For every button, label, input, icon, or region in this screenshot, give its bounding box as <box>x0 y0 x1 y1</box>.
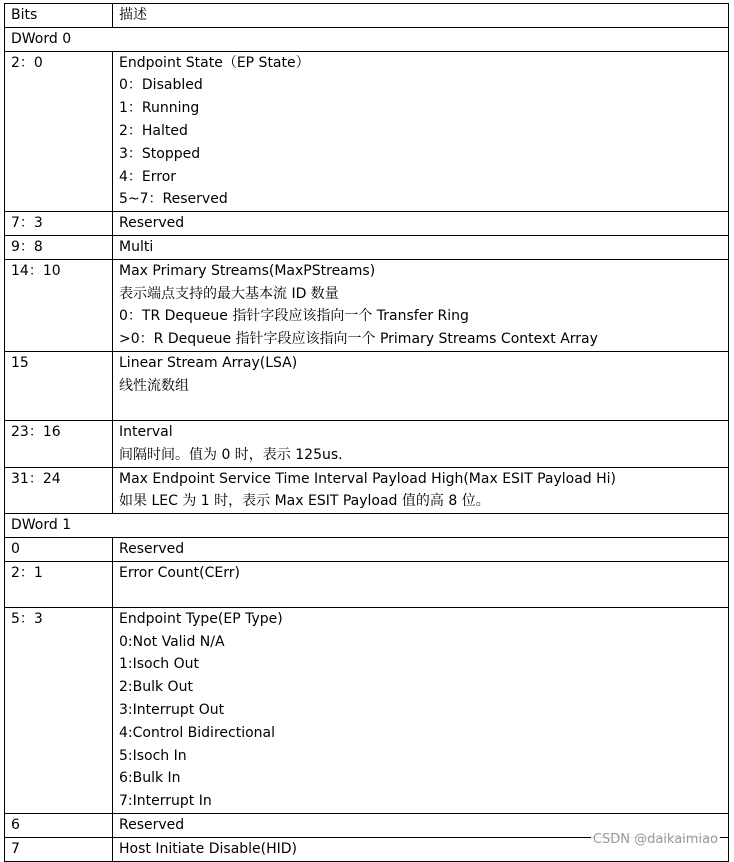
description-line: 表示端点支持的最大基本流 ID 数量 <box>119 285 339 302</box>
description-line: 0：Disabled <box>119 77 203 94</box>
description-line: Error Count(CErr) <box>119 564 240 581</box>
bits-cell: 2：0 <box>5 51 113 212</box>
table-body <box>5 4 729 862</box>
bits-cell: 31：24 <box>5 467 113 514</box>
description-cell <box>113 51 729 212</box>
description-line: 如果 LEC 为 1 时，表示 Max ESIT Payload 值的高 8 位。 <box>119 493 490 510</box>
description-cell <box>113 212 729 236</box>
bits-cell: 9：8 <box>5 235 113 259</box>
table-row <box>5 235 729 259</box>
description-line: 间隔时间。值为 0 时，表示 125us. <box>119 446 343 463</box>
table-row <box>5 212 729 236</box>
table-row <box>5 607 729 813</box>
endpoint-context-table <box>4 3 729 862</box>
description-line: 5~7：Reserved <box>119 191 228 208</box>
description-line: Reserved <box>119 540 185 557</box>
description-line: 7:Interrupt In <box>119 793 212 810</box>
table-row <box>5 467 729 514</box>
description-line: 4:Control Bidirectional <box>119 724 275 741</box>
table-row <box>5 537 729 561</box>
description-line: Reserved <box>119 215 185 232</box>
table-row <box>5 351 729 420</box>
description-line: 3:Interrupt Out <box>119 701 225 718</box>
bits-cell: 14：10 <box>5 259 113 351</box>
description-line: Endpoint State（EP State） <box>119 54 310 71</box>
description-cell <box>113 351 729 420</box>
header-bits: Bits <box>5 4 113 28</box>
description-line: 6:Bulk In <box>119 770 181 787</box>
description-cell <box>113 607 729 813</box>
section-row <box>5 27 729 51</box>
section-row <box>5 514 729 538</box>
description-line: Max Endpoint Service Time Interval Payload High(Max ESIT Payload Hi) <box>119 470 616 487</box>
description-line: Multi <box>119 238 154 255</box>
description-cell <box>113 235 729 259</box>
bits-cell: 2：1 <box>5 561 113 607</box>
description-cell <box>113 467 729 514</box>
description-line: 1:Isoch Out <box>119 656 200 673</box>
section-title: DWord 1 <box>5 514 729 538</box>
header-desc: 描述 <box>113 4 729 28</box>
description-line: Linear Stream Array(LSA) <box>119 354 298 371</box>
description-line: 1：Running <box>119 100 200 117</box>
table-row <box>5 259 729 351</box>
description-cell <box>113 259 729 351</box>
description-line: Endpoint Type(EP Type) <box>119 610 283 627</box>
bits-cell: 23：16 <box>5 420 113 467</box>
description-line: 2：Halted <box>119 122 188 139</box>
description-line: 线性流数组 <box>119 377 189 394</box>
section-title: DWord 0 <box>5 27 729 51</box>
description-line: Max Primary Streams(MaxPStreams) <box>119 262 376 279</box>
description-line: >0：R Dequeue 指针字段应该指向一个 Primary Streams Context Array <box>119 331 598 348</box>
description-line: Host Initiate Disable(HID) <box>119 840 298 857</box>
bits-cell: 15 <box>5 351 113 420</box>
table-row <box>5 51 729 212</box>
description-cell <box>113 537 729 561</box>
bits-cell: 7：3 <box>5 212 113 236</box>
description-line: 2:Bulk Out <box>119 679 193 696</box>
description-line: 0：TR Dequeue 指针字段应该指向一个 Transfer Ring <box>119 308 469 325</box>
description-line: Reserved <box>119 816 185 833</box>
description-line: Interval <box>119 423 173 440</box>
header-row <box>5 4 729 28</box>
description-cell <box>113 561 729 607</box>
bits-cell: 5：3 <box>5 607 113 813</box>
description-line: 0:Not Valid N/A <box>119 633 225 650</box>
watermark: CSDN @daikaimiao <box>592 832 718 847</box>
bits-cell: 0 <box>5 537 113 561</box>
table-row <box>5 420 729 467</box>
bits-cell: 7 <box>5 837 113 861</box>
description-line: 5:Isoch In <box>119 747 187 764</box>
bits-cell: 6 <box>5 813 113 837</box>
table-row <box>5 561 729 607</box>
description-line: 3：Stopped <box>119 145 201 162</box>
description-line: 4：Error <box>119 168 177 185</box>
description-cell <box>113 420 729 467</box>
